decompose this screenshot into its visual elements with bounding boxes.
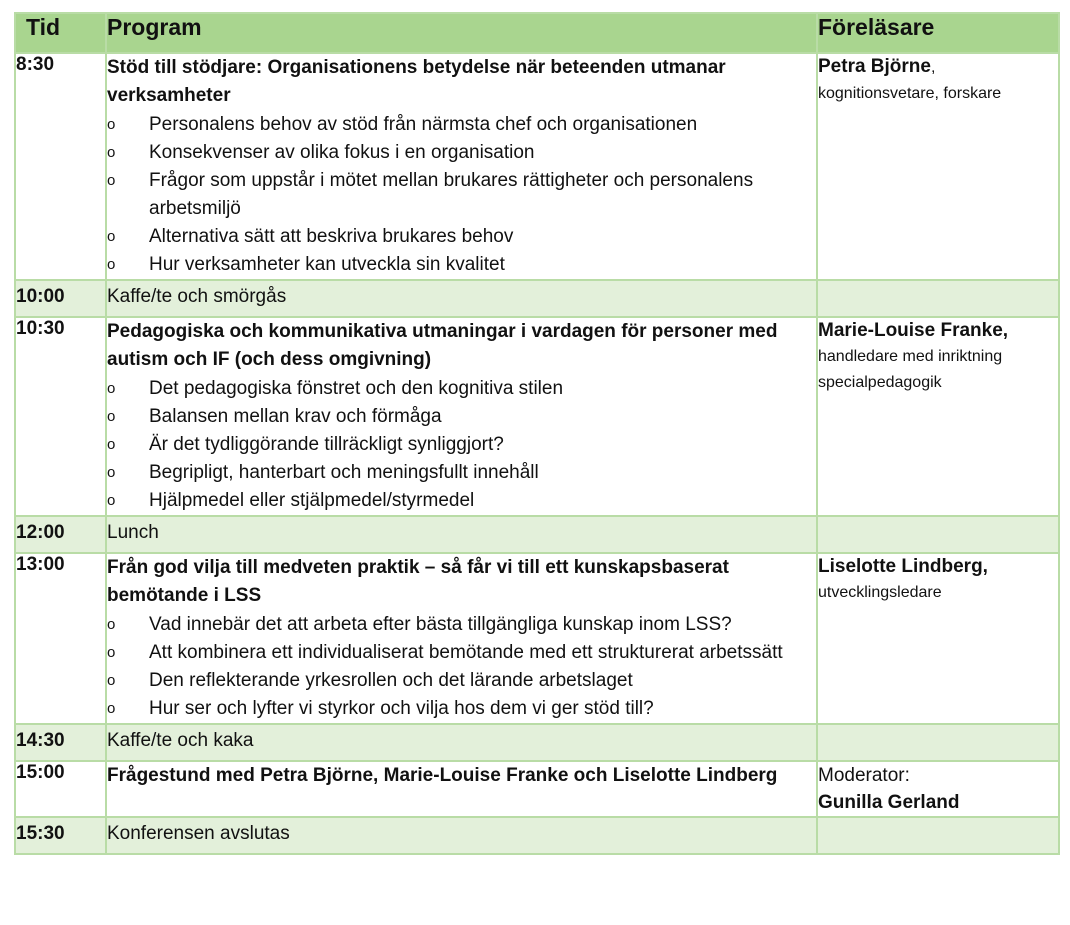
- break-speaker-empty: [817, 724, 1059, 761]
- bullet-circle-icon: o: [107, 144, 116, 161]
- bullet-circle-icon: o: [107, 492, 116, 509]
- topic-item: o Personalens behov av stöd från närmsta chef och organisationen: [107, 111, 816, 139]
- program-schedule-table: [14, 12, 1060, 855]
- session-speaker: [817, 553, 1059, 724]
- topic-item: o Hur ser och lyfter vi styrkor och vilja hos dem vi ger stöd till?: [107, 695, 816, 723]
- topic-item: o Konsekvenser av olika fokus i en organisation: [107, 139, 816, 167]
- session-program: [106, 761, 817, 817]
- speaker-role: utvecklingsledare: [818, 584, 942, 601]
- break-time: 14:30: [15, 724, 106, 761]
- session-speaker: [817, 53, 1059, 280]
- session-row: [15, 761, 1059, 817]
- moderator-label: Moderator:: [818, 765, 910, 786]
- topic-item: o Är det tydliggörande tillräckligt synliggjort?: [107, 431, 816, 459]
- bullet-circle-icon: o: [107, 644, 116, 661]
- session-time: 10:30: [15, 317, 106, 516]
- session-time: 8:30: [15, 53, 106, 280]
- session-title: Pedagogiska och kommunikativa utmaningar i vardagen för personer med autism och IF (och dess omgivning): [107, 321, 778, 370]
- break-text: Lunch: [106, 516, 817, 553]
- topic-item: o Att kombinera ett individualiserat bemötande med ett strukturerat arbetssätt: [107, 639, 816, 667]
- session-program: [106, 553, 817, 724]
- topic-list: [107, 611, 816, 723]
- break-speaker-empty: [817, 817, 1059, 854]
- session-row: [15, 553, 1059, 724]
- speaker-name: Petra Björne: [818, 56, 931, 77]
- break-time: 15:30: [15, 817, 106, 854]
- break-row: [15, 724, 1059, 761]
- speaker-name: Gunilla Gerland: [818, 792, 960, 813]
- bullet-circle-icon: o: [107, 464, 116, 481]
- break-row: [15, 280, 1059, 317]
- break-row: [15, 817, 1059, 854]
- break-text: Kaffe/te och kaka: [106, 724, 817, 761]
- bullet-circle-icon: o: [107, 408, 116, 425]
- break-time: 12:00: [15, 516, 106, 553]
- topic-list: [107, 111, 816, 279]
- speaker-role: handledare med inriktning specialpedagogik: [818, 348, 1003, 391]
- speaker-info: [818, 54, 1058, 107]
- bullet-circle-icon: o: [107, 172, 116, 189]
- break-time: 10:00: [15, 280, 106, 317]
- session-title: Frågestund med Petra Björne, Marie-Louise Franke och Liselotte Lindberg: [107, 765, 778, 786]
- header-time: Tid: [15, 13, 106, 53]
- speaker-name: Marie-Louise Franke,: [818, 320, 1009, 341]
- session-speaker: [817, 761, 1059, 817]
- speaker-name: Liselotte Lindberg,: [818, 556, 988, 577]
- topic-item: o Balansen mellan krav och förmåga: [107, 403, 816, 431]
- speaker-role: , kognitionsvetare, forskare: [818, 59, 1002, 102]
- break-text: Kaffe/te och smörgås: [106, 280, 817, 317]
- session-time: 13:00: [15, 553, 106, 724]
- topic-item: o Hjälpmedel eller stjälpmedel/styrmedel: [107, 487, 816, 515]
- topic-item: o Vad innebär det att arbeta efter bästa tillgängliga kunskap inom LSS?: [107, 611, 816, 639]
- topic-list: [107, 375, 816, 515]
- header-program: Program: [106, 13, 817, 53]
- header-row: [15, 13, 1059, 53]
- session-row: [15, 317, 1059, 516]
- session-title: Från god vilja till medveten praktik – så får vi till ett kunskapsbaserat bemötande i LSS: [107, 557, 729, 606]
- break-speaker-empty: [817, 280, 1059, 317]
- bullet-circle-icon: o: [107, 256, 116, 273]
- session-row: [15, 53, 1059, 280]
- bullet-circle-icon: o: [107, 700, 116, 717]
- bullet-circle-icon: o: [107, 116, 116, 133]
- session-speaker: [817, 317, 1059, 516]
- session-program: [106, 317, 817, 516]
- bullet-circle-icon: o: [107, 672, 116, 689]
- session-time: 15:00: [15, 761, 106, 817]
- break-speaker-empty: [817, 516, 1059, 553]
- topic-item: o Det pedagogiska fönstret och den kognitiva stilen: [107, 375, 816, 403]
- bullet-circle-icon: o: [107, 616, 116, 633]
- topic-item: o Hur verksamheter kan utveckla sin kvalitet: [107, 251, 816, 279]
- topic-item: o Frågor som uppstår i mötet mellan brukares rättigheter och personalens arbetsmiljö: [107, 167, 816, 223]
- topic-item: o Alternativa sätt att beskriva brukares behov: [107, 223, 816, 251]
- break-text: Konferensen avslutas: [106, 817, 817, 854]
- bullet-circle-icon: o: [107, 380, 116, 397]
- header-speaker: Föreläsare: [817, 13, 1059, 53]
- break-row: [15, 516, 1059, 553]
- session-program: [106, 53, 817, 280]
- topic-item: o Den reflekterande yrkesrollen och det lärande arbetslaget: [107, 667, 816, 695]
- bullet-circle-icon: o: [107, 228, 116, 245]
- session-title: Stöd till stödjare: Organisationens betydelse när beteenden utmanar verksamheter: [107, 57, 726, 106]
- bullet-circle-icon: o: [107, 436, 116, 453]
- topic-item: o Begripligt, hanterbart och meningsfullt innehåll: [107, 459, 816, 487]
